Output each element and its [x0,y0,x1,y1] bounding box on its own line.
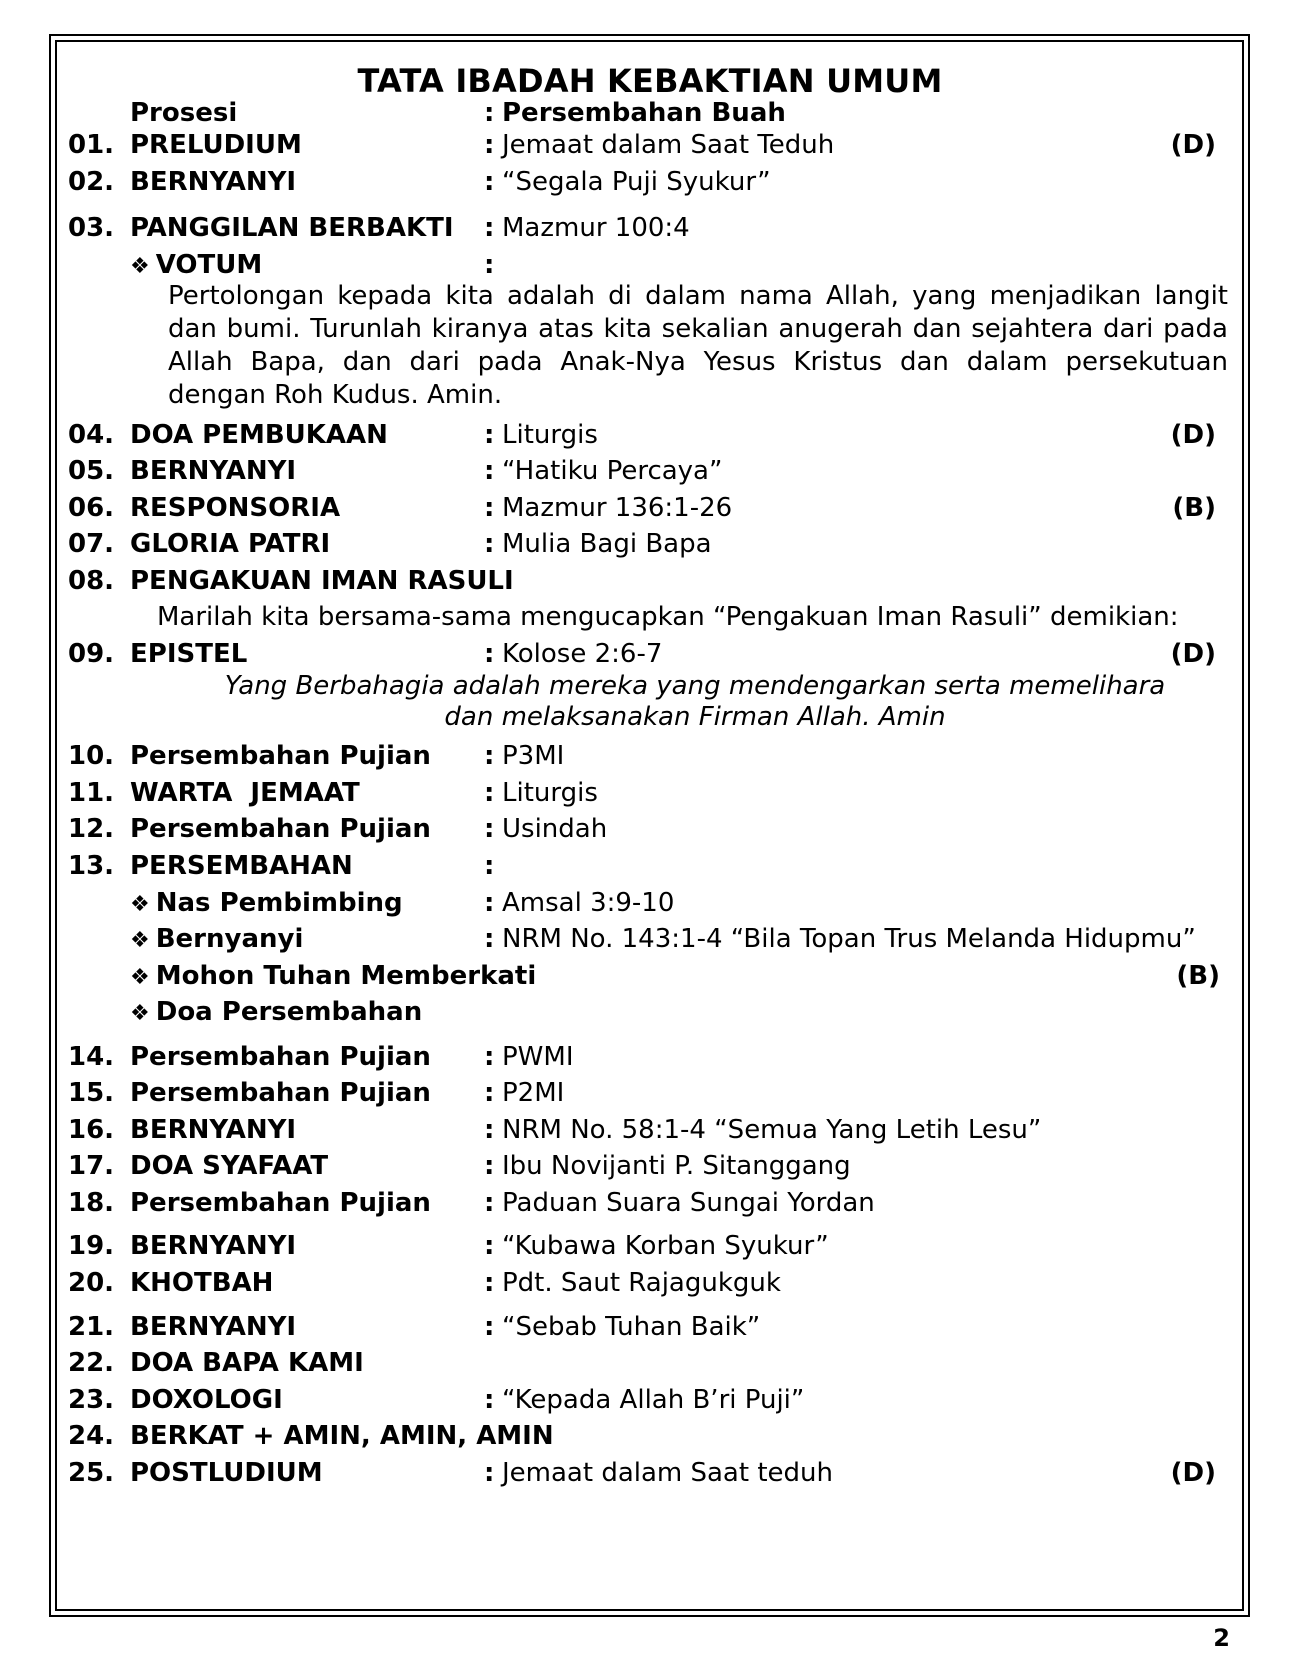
item-number: 06. [68,493,115,523]
item-colon: : [484,456,495,486]
list-item [0,1346,1300,1380]
list-item [0,165,1300,199]
list-item [0,849,1300,883]
item-number: 25. [68,1458,115,1488]
sub-item-label [130,959,536,995]
sub-item-label [130,922,303,958]
item-label: PRELUDIUM [130,130,302,160]
list-item [0,491,1300,525]
item-label: GLORIA PATRI [130,529,331,559]
list-item [0,128,1300,162]
item-number: 23. [68,1385,115,1415]
prosesi-label: Prosesi [130,98,238,128]
list-item [0,1266,1300,1300]
item-label: DOXOLOGI [130,1385,283,1415]
item-number: 07. [68,529,115,559]
page-number: 2 [1213,1624,1230,1652]
item-value: “Kubawa Korban Syukur” [502,1231,829,1261]
item-label: DOA SYAFAAT [130,1151,329,1181]
item-value: Liturgis [502,420,598,450]
item-colon: : [484,1312,495,1342]
sub-item-value: Amsal 3:9-10 [502,888,675,918]
item-label: PENGAKUAN IMAN RASULI [130,566,514,596]
item-value: P3MI [502,741,565,771]
list-item [0,211,1300,245]
item-value: Paduan Suara Sungai Yordan [502,1188,875,1218]
item-value: Mazmur 136:1-26 [502,493,733,523]
sub-item-label [130,995,422,1031]
votum-row [0,248,1300,282]
diamond-bullet-icon: ❖ [130,892,150,917]
item-number: 20. [68,1268,115,1298]
item-number: 14. [68,1042,115,1072]
list-item [0,1149,1300,1183]
item-label: KHOTBAH [130,1268,274,1298]
item-label: Persembahan Pujian [130,1042,431,1072]
item-colon: : [484,493,495,523]
item-number: 24. [68,1421,115,1451]
persembahan-sub-item [0,995,1300,1029]
item-label: POSTLUDIUM [130,1458,323,1488]
item-number: 01. [68,130,115,160]
item-number: 16. [68,1115,115,1145]
item-number: 21. [68,1312,115,1342]
item-number: 02. [68,167,115,197]
sub-item-label-text: Nas Pembimbing [155,888,403,918]
sub-item-colon: : [484,924,495,954]
prosesi-row [0,96,1300,130]
item-label: Persembahan Pujian [130,814,431,844]
list-item [0,1113,1300,1147]
item-value: “Kepada Allah B’ri Puji” [502,1385,805,1415]
diamond-bullet-icon: ❖ [130,965,150,990]
sub-item-colon: : [484,888,495,918]
item-label: BERNYANYI [130,1115,297,1145]
sub-item-label-text: Doa Persembahan [155,997,423,1027]
item-label: DOA PEMBUKAAN [130,420,388,450]
list-item [0,1383,1300,1417]
item-label: RESPONSORIA [130,493,341,523]
votum-text: Pertolongan kepada kita adalah di dalam nama Allah, yang menjadikan langit dan bumi. Turunlah kiranya atas kita sekalian anugerah dan sejahtera dari pada Allah Bapa, dan dari pada Anak-Nya Yesus Kristus dan dalam persekutuan dengan Roh Kudus. Amin. [168,281,1228,410]
item-value: Jemaat dalam Saat teduh [502,1458,833,1488]
item-number: 09. [68,639,115,669]
item-number: 15. [68,1078,115,1108]
sub-item-label-text: Mohon Tuhan Memberkati [155,961,537,991]
item-value: Kolose 2:6-7 [502,639,663,669]
epistel-response-line2: dan melaksanakan Firman Allah. Amin [444,702,946,732]
persembahan-sub-item [0,959,1300,993]
item-label: BERNYANYI [130,167,297,197]
item-colon: : [484,851,495,881]
item-value: Pdt. Saut Rajagukguk [502,1268,781,1298]
item-label: EPISTEL [130,639,248,669]
list-item [0,1456,1300,1490]
item-value: “Hatiku Percaya” [502,456,723,486]
diamond-bullet-icon: ❖ [130,254,150,279]
item-label: Persembahan Pujian [130,1188,431,1218]
list-item [0,1076,1300,1110]
item-label: BERKAT + AMIN, AMIN, AMIN [130,1421,554,1451]
epistel-response-line1: Yang Berbahagia adalah mereka yang mendengarkan serta memelihara [224,671,1166,701]
item-label: Persembahan Pujian [130,741,431,771]
list-item [0,1186,1300,1220]
votum-label [130,248,262,284]
item-colon: : [484,814,495,844]
item-colon: : [484,213,495,243]
item-colon: : [484,778,495,808]
list-item [0,637,1300,671]
sub-item-label-text: Bernyanyi [155,924,304,954]
votum-colon: : [484,250,495,280]
item-colon: : [484,1231,495,1261]
item-code: (D) [1170,1458,1216,1488]
item-value: PWMI [502,1042,574,1072]
item-number: 05. [68,456,115,486]
prosesi-colon: : [484,98,495,128]
item-label: WARTA JEMAAT [130,778,360,808]
item-colon: : [484,1268,495,1298]
list-item [0,739,1300,773]
sub-item-value: NRM No. 143:1-4 “Bila Topan Trus Melanda Hidupmu” [502,924,1196,954]
item-number: 10. [68,741,115,771]
item-value: “Segala Puji Syukur” [502,167,771,197]
item-code: (B) [1172,493,1216,523]
item-colon: : [484,1188,495,1218]
item-value: Mazmur 100:4 [502,213,690,243]
item-colon: : [484,1151,495,1181]
list-item [0,812,1300,846]
item-colon: : [484,1385,495,1415]
pengakuan-intro: Marilah kita bersama-sama mengucapkan “Pengakuan Iman Rasuli” demikian: [157,602,1179,632]
persembahan-sub-item [0,922,1300,956]
item-colon: : [484,529,495,559]
item-colon: : [484,420,495,450]
item-colon: : [484,1042,495,1072]
diamond-bullet-icon: ❖ [130,928,150,953]
sub-item-code: (B) [1176,961,1220,991]
list-item [0,776,1300,810]
list-item [0,418,1300,452]
item-value: Jemaat dalam Saat Teduh [502,130,835,160]
item-colon: : [484,1078,495,1108]
item-number: 18. [68,1188,115,1218]
item-number: 19. [68,1231,115,1261]
item-label: Persembahan Pujian [130,1078,431,1108]
item-value: “Sebab Tuhan Baik” [502,1312,761,1342]
list-item [0,1419,1300,1453]
item-colon: : [484,1458,495,1488]
item-value: P2MI [502,1078,565,1108]
item-label: PANGGILAN BERBAKTI [130,213,454,243]
list-item [0,1310,1300,1344]
item-number: 04. [68,420,115,450]
item-number: 17. [68,1151,115,1181]
votum-label-text: VOTUM [155,250,263,280]
item-number: 08. [68,566,115,596]
item-code: (D) [1170,420,1216,450]
item-label: BERNYANYI [130,1231,297,1261]
list-item [0,527,1300,561]
persembahan-sub-item [0,886,1300,920]
item-colon: : [484,130,495,160]
sub-item-label [130,886,403,922]
item-code: (D) [1170,130,1216,160]
list-item [0,454,1300,488]
diamond-bullet-icon: ❖ [130,1001,150,1026]
item-value: Liturgis [502,778,598,808]
item-code: (D) [1170,639,1216,669]
item-value: Usindah [502,814,608,844]
item-value: Ibu Novijanti P. Sitanggang [502,1151,851,1181]
list-item [0,564,1300,598]
item-number: 11. [68,778,115,808]
item-number: 03. [68,213,115,243]
item-number: 12. [68,814,115,844]
item-label: PERSEMBAHAN [130,851,353,881]
item-label: BERNYANYI [130,456,297,486]
item-number: 22. [68,1348,115,1378]
item-colon: : [484,741,495,771]
item-colon: : [484,167,495,197]
list-item [0,1040,1300,1074]
prosesi-value: Persembahan Buah [502,98,786,128]
item-label: DOA BAPA KAMI [130,1348,364,1378]
item-colon: : [484,639,495,669]
item-label: BERNYANYI [130,1312,297,1342]
list-item [0,1229,1300,1263]
item-colon: : [484,1115,495,1145]
item-number: 13. [68,851,115,881]
item-value: NRM No. 58:1-4 “Semua Yang Letih Lesu” [502,1115,1042,1145]
item-value: Mulia Bagi Bapa [502,529,712,559]
document-title: TATA IBADAH KEBAKTIAN UMUM [357,62,943,100]
